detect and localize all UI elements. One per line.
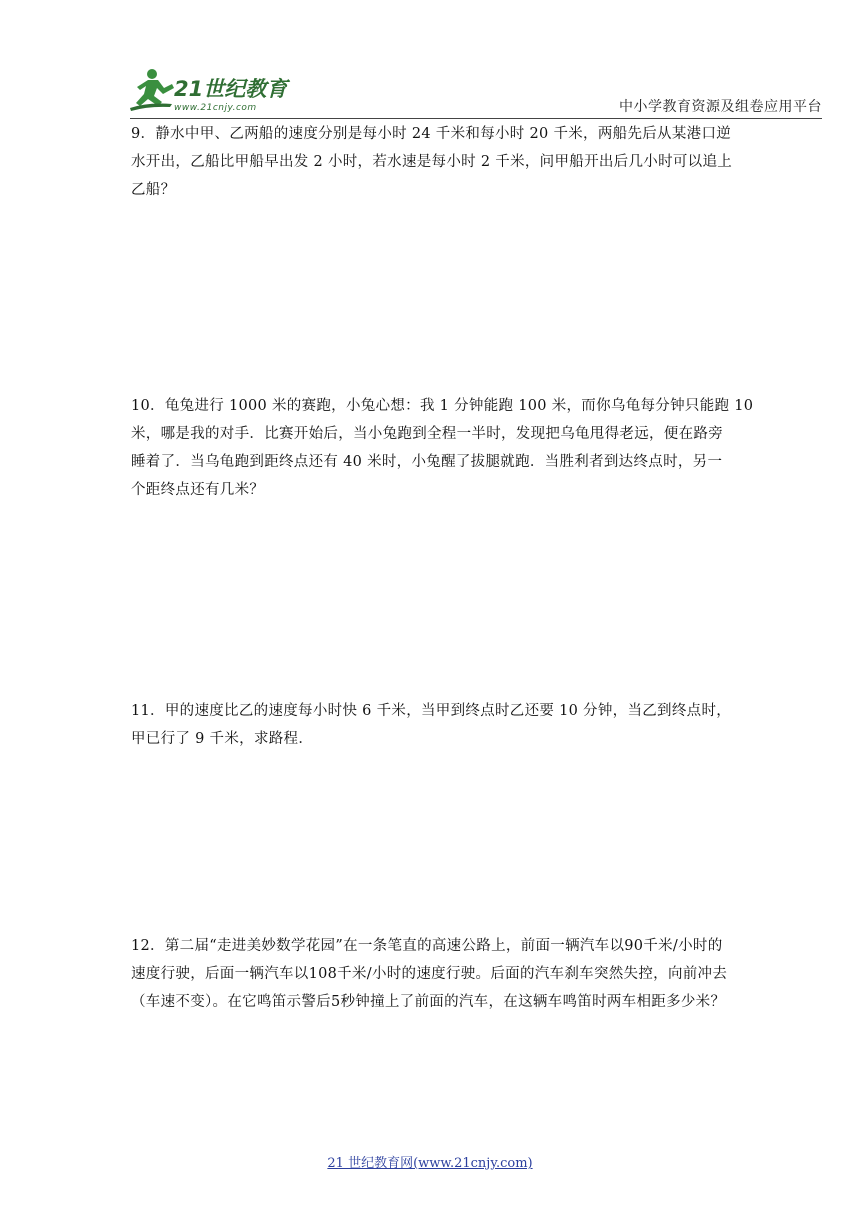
question-line: 9．静水中甲、乙两船的速度分别是每小时 24 千米和每小时 20 千米，两船先后从某港口逆 (131, 126, 732, 142)
question-line: 11．甲的速度比乙的速度每小时快 6 千米，当甲到终点时乙还要 10 分钟，当乙到终点时， (131, 703, 732, 719)
question-line: 甲已行了 9 千米，求路程． (131, 731, 314, 747)
footer-link[interactable]: 21 世纪教育网(www.21cnjy.com) (327, 1156, 533, 1171)
question-line: 水开出，乙船比甲船早出发 2 小时，若水速是每小时 2 千米，问甲船开出后几小时可以追上 (131, 154, 733, 170)
logo-title: 21世纪教育 (174, 77, 288, 101)
question-9 (131, 120, 731, 204)
question-line: 乙船？ (131, 182, 176, 198)
question-line: 10．龟兔进行 1000 米的赛跑，小兔心想：我 1 分钟能跑 100 米，而你乌龟每分钟只能跑 10 (131, 398, 754, 414)
question-line: （车速不变）。在它鸣笛示警后5秒钟撞上了前面的汽车，在这辆车鸣笛时两车相距多少米？ (131, 994, 726, 1010)
question-10 (131, 392, 754, 504)
question-line: 个距终点还有几米？ (131, 482, 265, 498)
question-line: 米，哪是我的对手．比赛开始后，当小兔跑到全程一半时，发现把乌龟甩得老远，便在路旁 (131, 426, 723, 442)
21cnjy-logo (128, 66, 298, 116)
question-11 (131, 697, 731, 753)
question-12 (131, 932, 731, 1016)
page-header (0, 0, 860, 120)
platform-title: 中小学教育资源及组卷应用平台 (619, 99, 822, 115)
question-line: 12．第二届“走进美妙数学花园”在一条笔直的高速公路上，前面一辆汽车以90千米/小时的 (131, 938, 723, 954)
header-divider (130, 118, 822, 119)
logo-url: www.21cnjy.com (174, 103, 257, 113)
question-line: 睡着了．当乌龟跑到距终点还有 40 米时，小兔醒了拔腿就跑．当胜利者到达终点时，另一 (131, 454, 723, 470)
question-line: 速度行驶，后面一辆汽车以108千米/小时的速度行驶。后面的汽车刹车突然失控，向前冲去 (131, 966, 728, 982)
page-footer (0, 1152, 860, 1171)
runner-icon (130, 69, 174, 111)
